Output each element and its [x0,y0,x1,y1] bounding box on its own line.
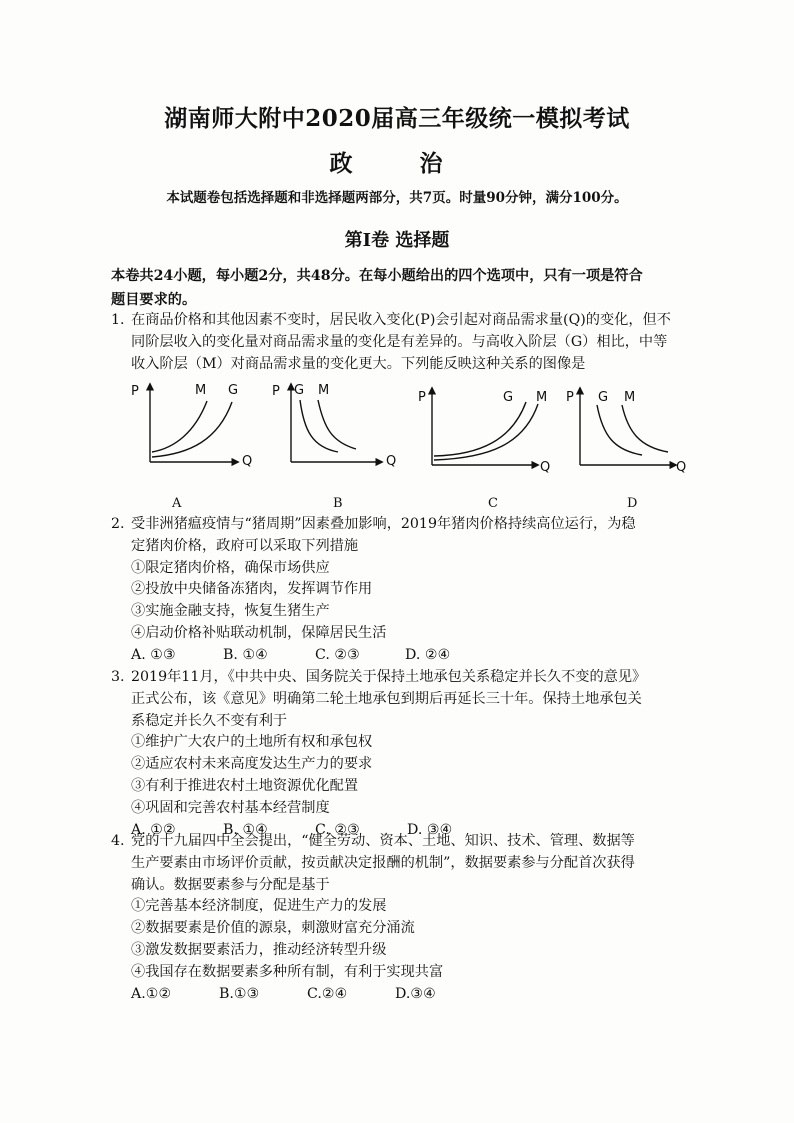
graph-d-y-label: P [566,390,574,405]
stem-line: 收入阶层（M）对商品需求量的变化更大。下列能反映这种关系的图像是 [131,355,586,372]
graph-a-curve-label: G [228,383,239,398]
graph-c-caption: C [488,496,498,511]
section-intro [111,264,689,312]
option-c: C. ②③ [315,821,360,838]
graph-a-y-label: P [131,384,139,399]
item-line: ③有利于推进农村土地资源优化配置 [131,777,359,794]
question-number: 1. [111,312,125,328]
graph-c-curve-m [434,404,538,460]
stem-line: 正式公布，该《意见》明确第二轮土地承包到期后再延长三十年。保持土地承包关 [131,690,642,707]
item-line: ④启动价格补贴联动机制，保障居民生活 [131,624,387,641]
question-number: 4. [111,833,125,849]
option-a: A. ①② [131,821,176,838]
option-b: B. ①④ [223,646,268,663]
graph-d-curve-label: M [624,390,636,405]
exam-info: 本试题卷包括选择题和非选择题两部分，共7页。时量90分钟，满分100分。 [166,190,628,206]
graph-c-y-label: P [418,390,426,405]
option-d: D. ②④ [405,646,451,663]
option-a: A. ①③ [131,646,176,663]
section-title: 第Ⅰ卷 选择题 [344,230,450,251]
subject-title [0,145,794,178]
option-b: B.①③ [219,985,260,1002]
exam-title: 湖南师大附中2020届高三年级统一模拟考试 [164,105,630,132]
graph-d-caption: D [627,496,638,511]
graph-c-curve-label: M [536,390,548,405]
graph-b-curve-g [300,400,338,452]
stem-line: 党的十九届四中全会提出，“健全劳动、资本、土地、知识、技术、管理、数据等 [131,833,635,849]
graph-c-curve-g [434,402,526,456]
graph-a [150,384,238,462]
stem-line: 生产要素由市场评价贡献，按贡献决定报酬的机制”，数据要素参与分配首次获得 [131,854,635,871]
stem-line: 2019年11月，《中共中央、国务院关于保持土地承包关系稳定并长久不变的意见》 [131,669,647,685]
stem-line: 系稳定并长久不变有利于 [131,712,288,729]
answer-options [131,645,691,667]
question-4 [111,831,691,1005]
graph-b [291,384,382,462]
graph-b-y-label: P [272,384,280,399]
option-c: C.②④ [307,985,348,1002]
item-line: ③激发数据要素活力，推动经济转型升级 [131,941,387,958]
stem-line: 受非洲猪瘟疫情与“猪周期”因素叠加影响，2019年猪肉价格持续高位运行，为稳 [131,516,636,532]
graph-a-curve-label: M [195,383,207,398]
item-line: ①维护广大农户的土地所有权和承包权 [131,734,373,751]
subject-text: 政 治 [329,150,465,177]
answer-options [131,984,691,1006]
option-c: C. ②③ [315,646,360,663]
option-d: D.③④ [395,985,436,1002]
graph-b-curve-label: M [318,383,330,398]
item-line: ④巩固和完善农村基本经营制度 [131,799,330,816]
question-1 [111,310,691,375]
graph-b-x-label: Q [386,454,397,469]
item-line: ①完善基本经济制度，促进生产力的发展 [131,898,387,915]
intro-line: 本卷共24小题，每小题2分，共48分。在每小题给出的四个选项中，只有一项是符合 [111,268,643,284]
graph-b-caption: B [333,496,343,511]
stem-line: 确认。数据要素参与分配是基于 [131,876,330,893]
graph-a-curve-g [152,402,232,457]
question-3 [111,667,691,841]
graph-a-curve-m [152,401,207,452]
item-line: ④我国存在数据要素多种所有制，有利于实现共富 [131,963,444,980]
item-line: ②适应农村未来高度发达生产力的要求 [131,756,373,773]
item-line: ③实施金融支持，恢复生猪生产 [131,603,330,620]
question-number: 2. [111,516,125,532]
question-number: 3. [111,669,125,685]
question-2 [111,514,691,667]
graph-c-curve-label: G [503,390,514,405]
graph-c-x-label: Q [540,460,551,475]
option-a: A.①② [131,985,172,1002]
option-b: B. ①④ [223,821,268,838]
graph-a-caption: A [172,496,182,511]
stem-line: 定猪肉价格，政府可以采取下列措施 [131,537,359,554]
graph-c [432,388,538,465]
graph-d-x-label: Q [676,460,687,475]
stem-line: 同阶层收入的变化量对商品需求量的变化是有差异的。与高收入阶层（G）相比，中等 [131,333,668,350]
graph-a-x-label: Q [242,454,253,469]
option-d: D. ③④ [407,821,453,838]
graph-b-curve-m [318,400,356,449]
graph-b-curve-label: G [294,383,305,398]
graph-d-curve-g [597,405,642,455]
item-line: ①限定猪肉价格，确保市场供应 [131,559,330,576]
intro-line: 题目要求的。 [111,292,197,308]
graph-d-curve-m [622,405,668,452]
stem-line: 在商品价格和其他因素不变时，居民收入变化(P)会引起对商品需求量(Q)的变化，但不 [131,312,671,328]
item-line: ②投放中央储备冻猪肉，发挥调节作用 [131,581,373,598]
graph-d-curve-label: G [598,390,609,405]
item-line: ②数据要素是价值的源泉，刺激财富充分涌流 [131,920,415,937]
